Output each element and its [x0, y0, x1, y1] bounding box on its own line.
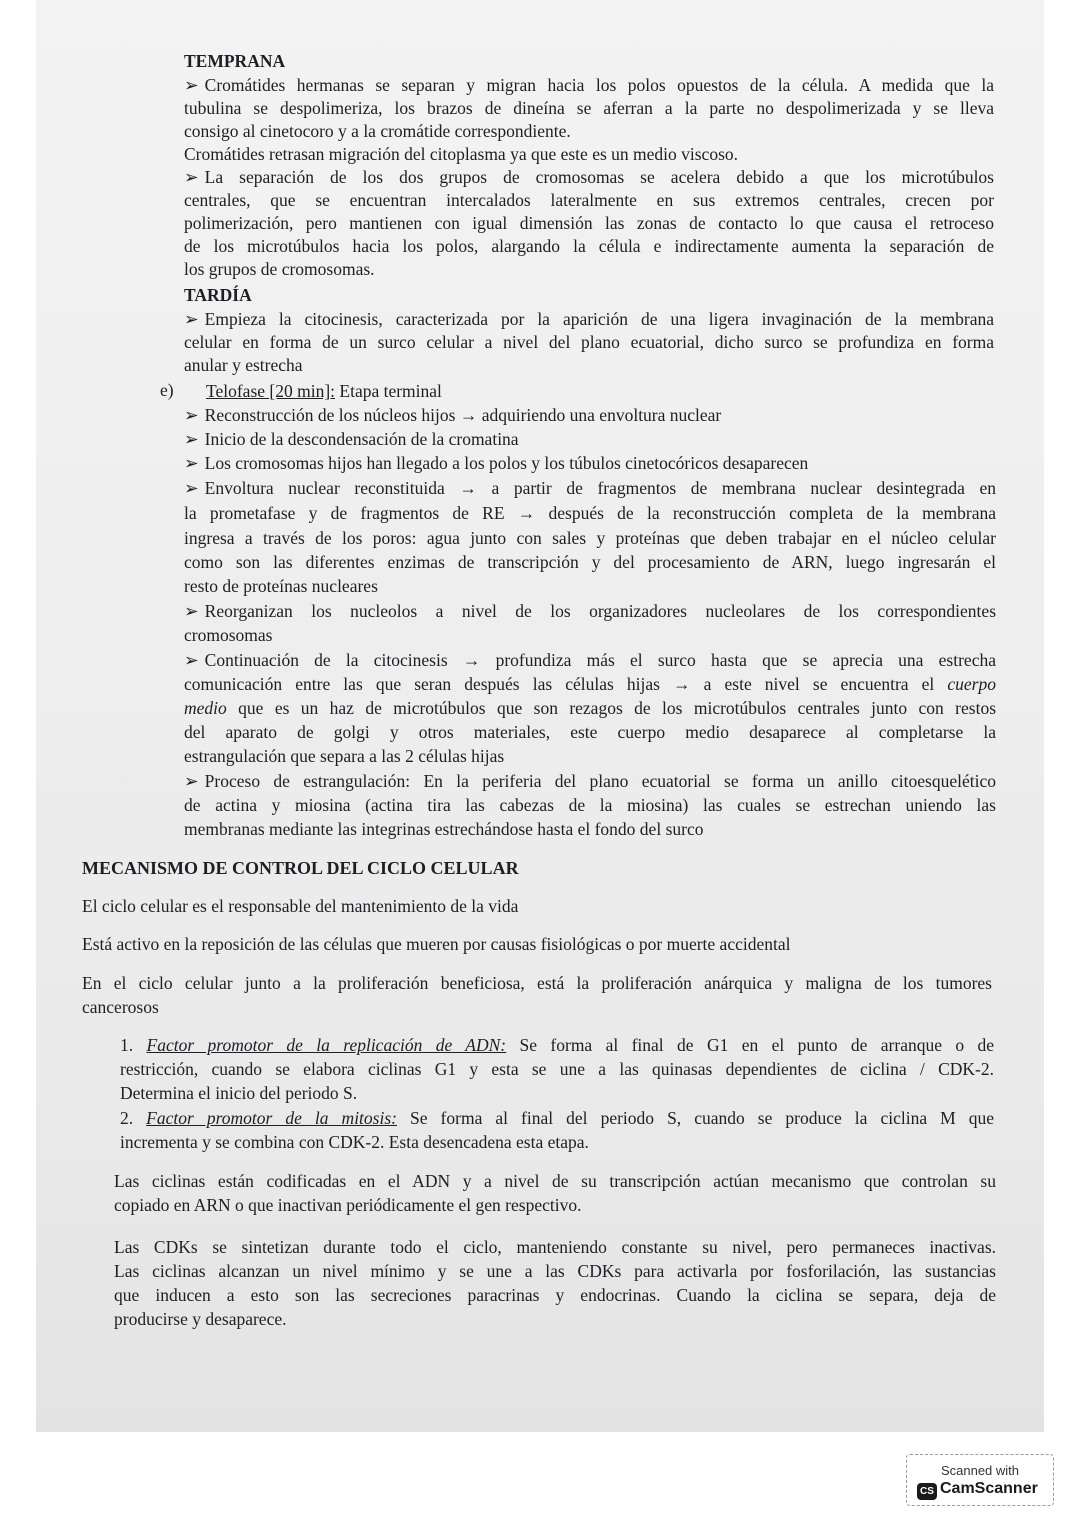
heading-mecanismo-control: MECANISMO DE CONTROL DEL CICLO CELULAR [82, 858, 519, 878]
temprana-bullet-1: ➢ Cromátides hermanas se separan y migran hacia los polos opuestos de la célula. A medida que la [184, 75, 994, 95]
heading-tardia: TARDÍA [184, 285, 252, 305]
text-line: cromosomas [184, 625, 273, 645]
text-line: polimerización, pero mantienen con igual dimensión las zonas de contacto lo que causa el retroceso [184, 213, 994, 233]
text-line: la prometafase y de fragmentos de RE → después de la reconstrucción completa de la membrana [184, 503, 996, 523]
telofase-bullet-4: ➢ Envoltura nuclear reconstituida → a partir de fragmentos de membrana nuclear desintegrada en [184, 478, 996, 498]
bullet-arrow-icon: ➢ [184, 167, 199, 187]
list-marker-e: e) [160, 380, 174, 400]
text-line: Las ciclinas alcanzan un nivel mínimo y se une a las CDKs para activarla por fosforilación, las sustancias [114, 1261, 996, 1281]
text-line: medio que es un haz de microtúbulos que son rezagos de los microtúbulos centrales junto con restos [184, 698, 996, 718]
text-line: anular y estrecha [184, 355, 303, 375]
telofase-bullet-6: ➢ Continuación de la citocinesis → profundiza más el surco hasta que se aprecia una estrecha [184, 650, 996, 670]
text-line: incrementa y se combina con CDK-2. Esta desencadena esta etapa. [120, 1132, 589, 1152]
scanned-with-label: Scanned with [940, 1463, 1020, 1478]
bullet-arrow-icon: ➢ [184, 429, 199, 449]
text-line: cancerosos [82, 997, 159, 1017]
paragraph: Las ciclinas están codificadas en el ADN y a nivel de su transcripción actúan mecanismo que controlan su [114, 1171, 996, 1191]
paragraph: Las CDKs se sintetizan durante todo el ciclo, manteniendo constante su nivel, pero permaneces inactivas. [114, 1237, 996, 1257]
text-line: membranas mediante las integrinas estrechándose hasta el fondo del surco [184, 819, 704, 839]
telofase-bullet-7: ➢ Proceso de estrangulación: En la periferia del plano ecuatorial se forma un anillo citoesquelético [184, 771, 996, 791]
text-line: tubulina se despolimeriza, los brazos de dineína se aferran a la parte no despolimerizada y se lleva [184, 98, 994, 118]
telofase-bullet-5: ➢ Reorganizan los nucleolos a nivel de los organizadores nucleolares de los correspondientes [184, 601, 996, 621]
text-line: del aparato de golgi y otros materiales, este cuerpo medio desaparece al completarse la [184, 722, 996, 742]
bullet-arrow-icon: ➢ [184, 75, 199, 95]
item-e-heading: Telofase [20 min]: Etapa terminal [206, 381, 442, 401]
text-line: de actina y miosina (actina tira las cabezas de la miosina) las cuales se estrechan uniendo las [184, 795, 996, 815]
text-line: estrangulación que separa a las 2 células hijas [184, 746, 505, 766]
numbered-item-1: 1. Factor promotor de la replicación de ADN: Se forma al final de G1 en el punto de arranque o de [120, 1035, 994, 1055]
text-line: consigo al cinetocoro y a la cromátide correspondiente. [184, 121, 571, 141]
text-line: los grupos de cromosomas. [184, 259, 375, 279]
heading-temprana: TEMPRANA [184, 51, 286, 71]
bullet-arrow-icon: ➢ [184, 650, 199, 670]
paragraph: En el ciclo celular junto a la proliferación beneficiosa, está la proliferación anárquica y maligna de los tumores [82, 973, 992, 993]
bullet-arrow-icon: ➢ [184, 478, 199, 498]
text-line: de los microtúbulos hacia los polos, alargando la célula e indirectamente aumenta la separación de [184, 236, 994, 256]
text-line: que inducen a esto son las secreciones paracrinas y endocrinas. Cuando la ciclina se separa, deja de [114, 1285, 996, 1305]
text-line: comunicación entre las que seran después las células hijas → a este nivel se encuentra el cuerpo [184, 674, 996, 694]
paragraph: Está activo en la reposición de las células que mueren por causas fisiológicas o por muerte accidental [82, 934, 791, 954]
bullet-arrow-icon: ➢ [184, 453, 199, 473]
camscanner-brand: CamScanner [940, 1480, 1038, 1497]
camscanner-logo-icon: CS [917, 1483, 937, 1500]
camscanner-badge [906, 1454, 1054, 1506]
telofase-bullet-3: ➢ Los cromosomas hijos han llegado a los polos y los túbulos cinetocóricos desaparecen [184, 453, 809, 473]
paragraph: El ciclo celular es el responsable del mantenimiento de la vida [82, 896, 519, 916]
text-line: centrales, que se encuentran intercalados lateralmente en sus extremos centrales, crecen por [184, 190, 994, 210]
text-line: resto de proteínas nucleares [184, 576, 378, 596]
tardia-bullet-1: ➢ Empieza la citocinesis, caracterizada por la aparición de una ligera invaginación de la membrana [184, 309, 994, 329]
text-line: Cromátides retrasan migración del citoplasma ya que este es un medio viscoso. [184, 144, 739, 164]
text-line: ingresa a través de los poros: agua junto con sales y proteínas que deben trabajar en el núcleo celular [184, 528, 996, 548]
telofase-bullet-1: ➢ Reconstrucción de los núcleos hijos → adquiriendo una envoltura nuclear [184, 405, 722, 425]
telofase-title: Telofase [20 min]: [206, 381, 336, 401]
numbered-item-2: 2. Factor promotor de la mitosis: Se forma al final del periodo S, cuando se produce la ciclina M que [120, 1108, 994, 1128]
telofase-bullet-2: ➢ Inicio de la descondensación de la cromatina [184, 429, 519, 449]
bullet-arrow-icon: ➢ [184, 405, 199, 425]
bullet-arrow-icon: ➢ [184, 771, 199, 791]
text-line: producirse y desaparece. [114, 1309, 287, 1329]
bullet-arrow-icon: ➢ [184, 309, 199, 329]
bullet-arrow-icon: ➢ [184, 601, 199, 621]
temprana-bullet-2: ➢ La separación de los dos grupos de cromosomas se acelera debido a que los microtúbulos [184, 167, 994, 187]
text-line: Determina el inicio del periodo S. [120, 1083, 358, 1103]
text-line: como son las diferentes enzimas de transcripción y del procesamiento de ARN, luego ingresarán el [184, 552, 996, 572]
text-line: celular en forma de un surco celular a nivel del plano ecuatorial, dicho surco se profundiza en forma [184, 332, 994, 352]
text-line: copiado en ARN o que inactivan periódicamente el gen respectivo. [114, 1195, 582, 1215]
text-line: restricción, cuando se elabora ciclinas G1 y esta se une a las quinasas dependientes de ciclina / CDK-2. [120, 1059, 994, 1079]
